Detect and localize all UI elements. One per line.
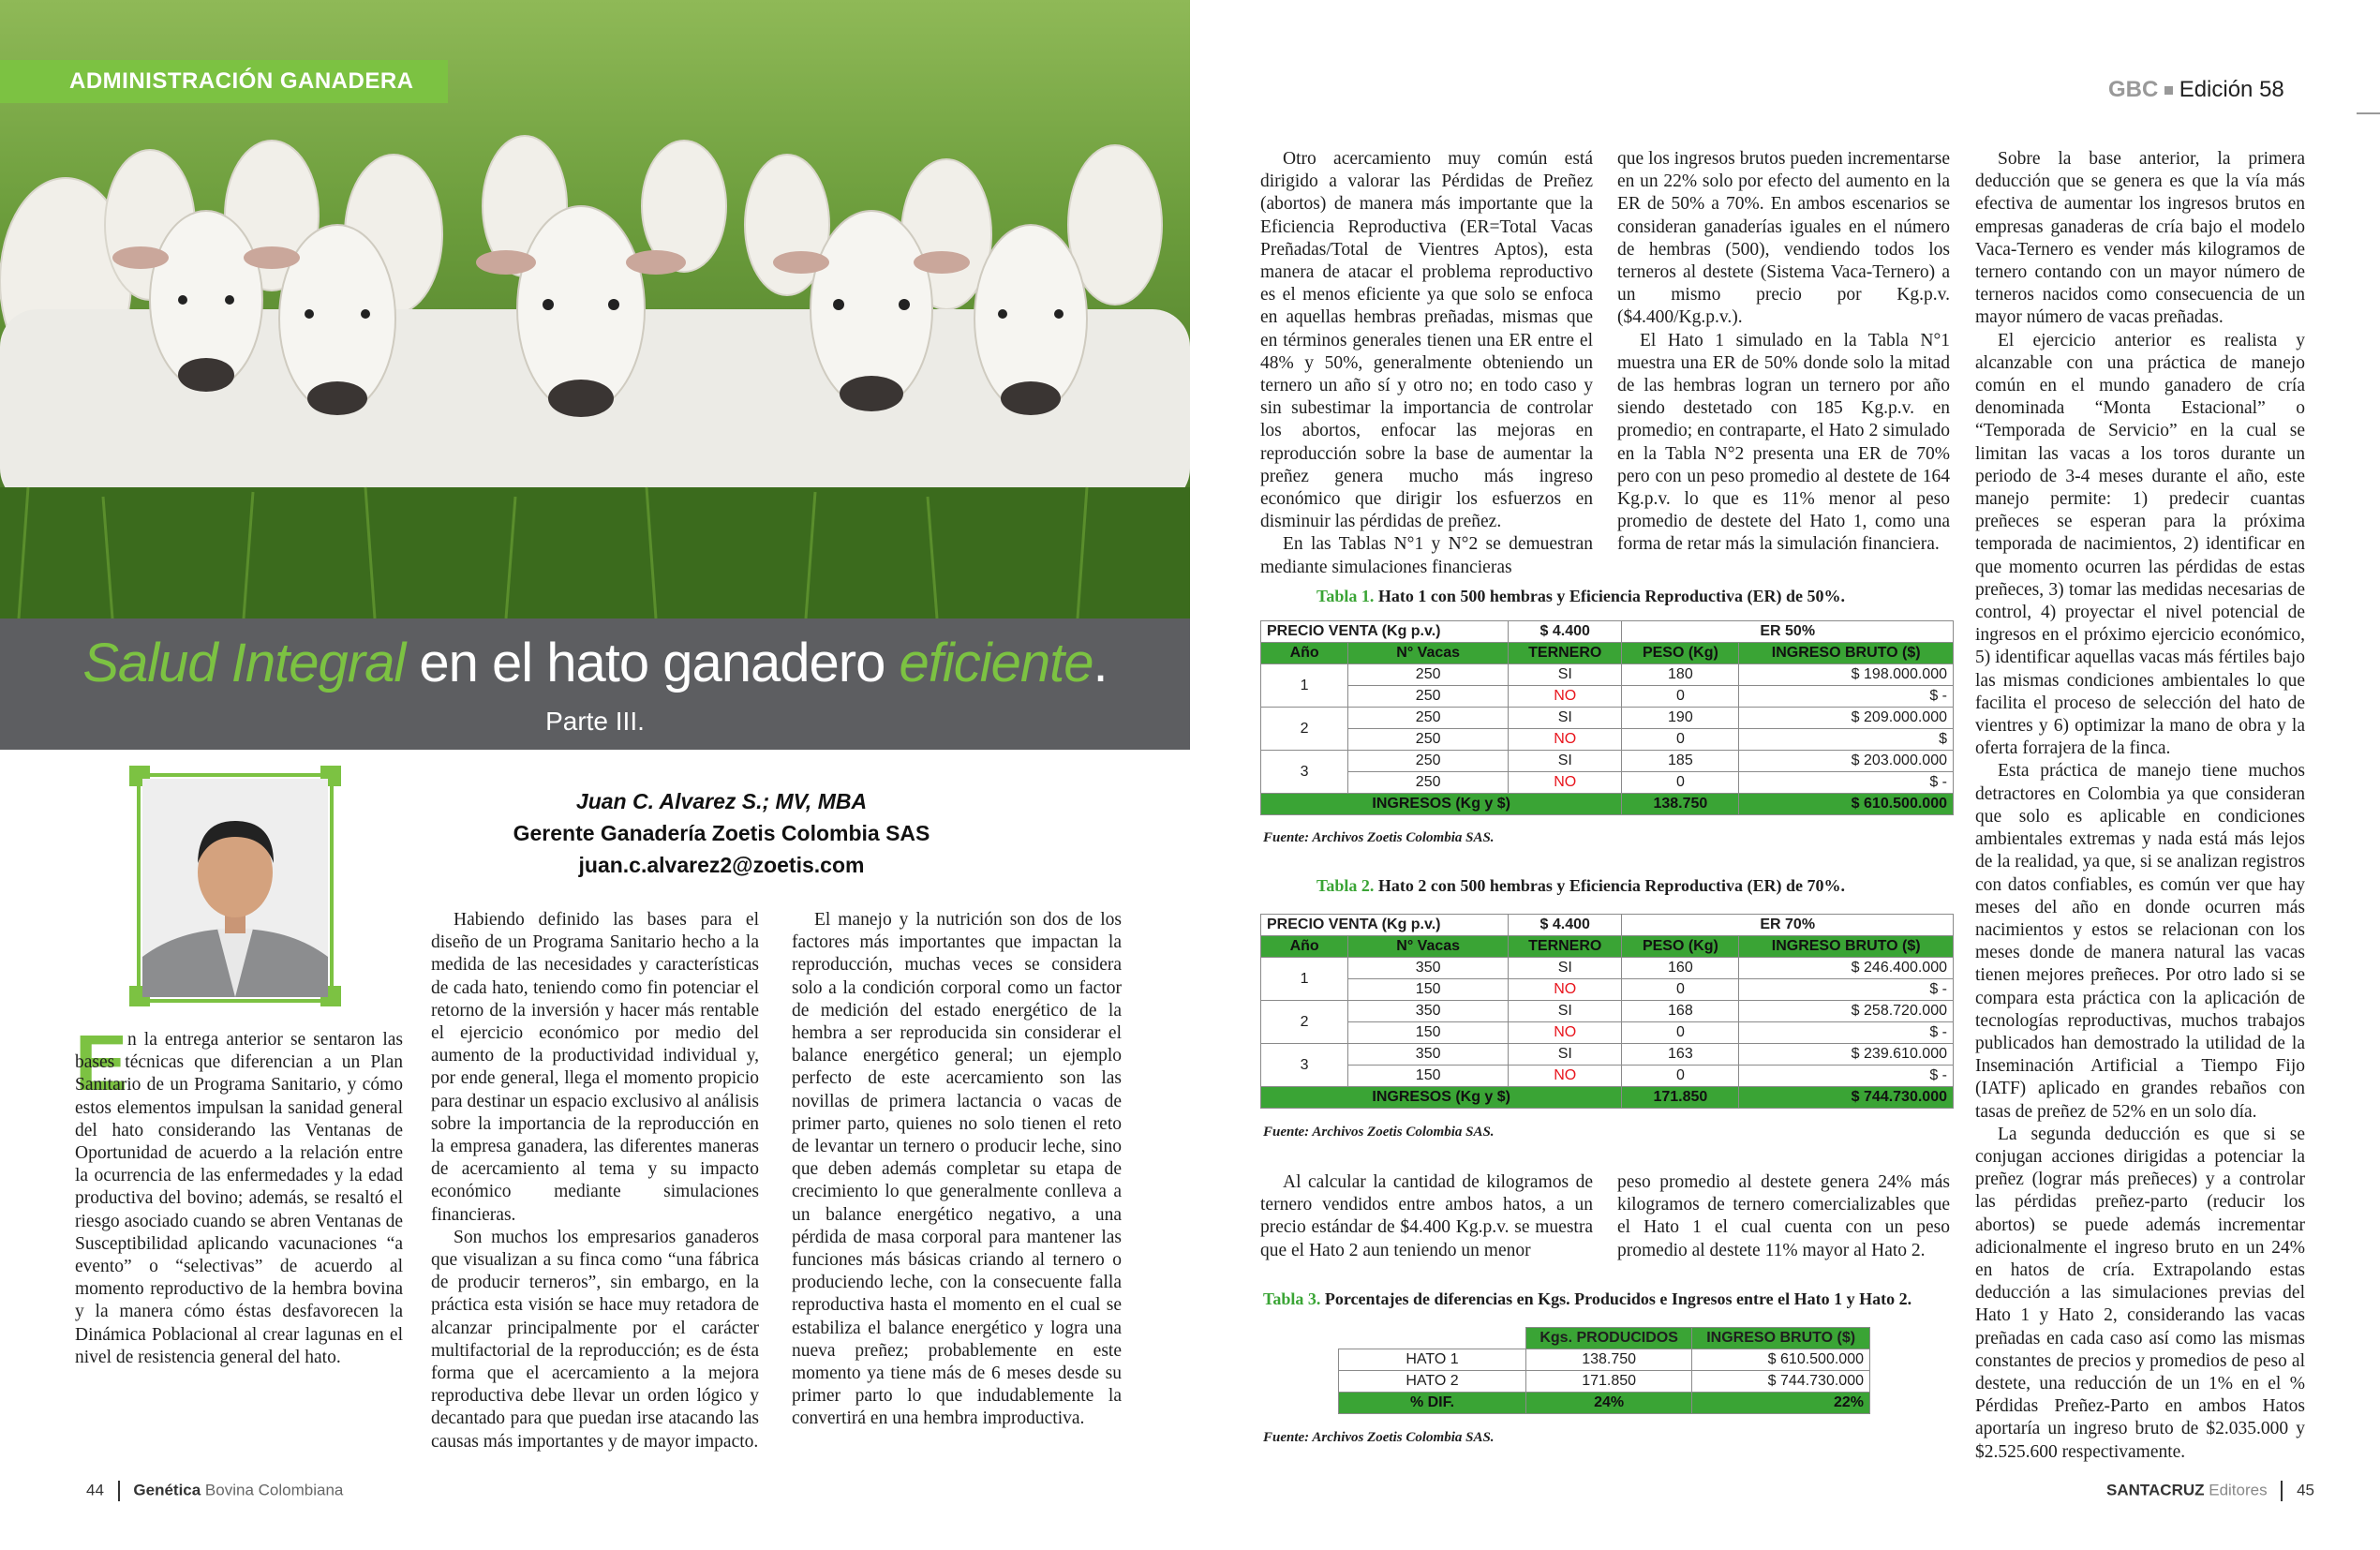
col-header: PESO (Kg) <box>1622 643 1739 664</box>
column-6 <box>1975 148 2305 1464</box>
cell: NO <box>1509 772 1622 794</box>
cell: NO <box>1509 686 1622 708</box>
footer-publisher: SANTACRUZ <box>2106 1481 2205 1499</box>
price-label: PRECIO VENTA (Kg p.v.) <box>1261 915 1509 936</box>
total-label: INGRESOS (Kg y $) <box>1261 1087 1622 1109</box>
paragraph: Habiendo definido las bases para el diseño de un Programa Sanitario hecho a la medida de las necesidades y características de cada hato, teniendo como fin potenciar el retorno de la inversión y hacer más rentable el ejercicio económico por medio del aumento de la productividad individual y, por ende general, llega el momento propicio para destinar un espacio exclusivo al análisis sobre la importancia de la reproducción en la empresa ganadera, las diferentes maneras de acercamiento al tema y su impacto económico mediante simulaciones financieras. <box>431 910 759 1225</box>
section-label: ADMINISTRACIÓN GANADERA <box>0 60 448 103</box>
table-row <box>1339 1349 1870 1371</box>
table3-caption-text: Porcentajes de diferencias en Kgs. Producidos e Ingresos entre el Hato 1 y Hato 2. <box>1320 1289 1912 1308</box>
year-cell: 3 <box>1261 1044 1348 1087</box>
table-3 <box>1338 1327 1870 1414</box>
cell: 250 <box>1348 772 1509 794</box>
paragraph: peso promedio al destete genera 24% más kilogramos de ternero comercializables que el Hato 1 el cual cuenta con un peso promedio al destete 11% mayor al Hato 2. <box>1617 1172 1950 1260</box>
footer-publisher-sub: Editores <box>2204 1481 2268 1499</box>
column-8 <box>1617 1171 1950 1262</box>
col-header: INGRESO BRUTO ($) <box>1739 936 1954 958</box>
table-row <box>1261 772 1954 794</box>
cell: 22% <box>1692 1393 1870 1414</box>
cell: SI <box>1509 958 1622 979</box>
cell: 190 <box>1622 708 1739 729</box>
cell: NO <box>1509 1066 1622 1087</box>
cell: $ 239.610.000 <box>1739 1044 1954 1066</box>
table1-caption <box>1316 587 1845 606</box>
cell: 150 <box>1348 1066 1509 1087</box>
author-portrait <box>142 779 328 997</box>
gbc-logo: GBC <box>2108 77 2159 102</box>
table-row <box>1261 686 1954 708</box>
footer-left <box>86 1481 343 1501</box>
col-header: N° Vacas <box>1348 643 1509 664</box>
page-number-left: 44 <box>86 1481 104 1499</box>
drop-cap: E <box>75 1019 128 1107</box>
year-cell: 1 <box>1261 664 1348 708</box>
cell: NO <box>1509 1022 1622 1044</box>
cell: 0 <box>1622 729 1739 751</box>
cell: $ 198.000.000 <box>1739 664 1954 686</box>
cell: HATO 2 <box>1339 1371 1526 1393</box>
total-label: INGRESOS (Kg y $) <box>1261 794 1622 815</box>
table-2 <box>1260 914 1954 1109</box>
square-icon <box>2164 86 2173 95</box>
cell: 150 <box>1348 1022 1509 1044</box>
paragraph: El manejo y la nutrición son dos de los factores más importantes que impactan la reproducción, muchas veces se considera solo a la condición corporal como un factor de medición del estado energético de la hembra a ser reproducida sin considerar el balance energético general; un ejemplo perfecto de este acercamiento son las novillas de primera lactancia o vacas de primer parto, quienes no solo tienen el reto de levantar un ternero o producir leche, sino que deben además completar su etapa de crecimiento lo que generalmente conlleva a un balance energético negativo, a una pérdida de masa corporal para mantener las funciones más básicas criando al ternero o produciendo leche, con la consecuente falla reproductiva hasta el momento en el cual se estabiliza el balance energético y logra una nueva preñez; probablemente en este momento ya tiene más de 6 meses desde su primer parto lo que indudablemente la convertirá en una hembra improductiva. <box>792 910 1122 1429</box>
cell: $ - <box>1739 686 1954 708</box>
cell: $ 610.500.000 <box>1692 1349 1870 1371</box>
table3-caption-prefix: Tabla 3. <box>1263 1289 1321 1308</box>
price-value: $ 4.400 <box>1509 621 1622 643</box>
cell: 163 <box>1622 1044 1739 1066</box>
table-row <box>1339 1371 1870 1393</box>
cell: 350 <box>1348 1001 1509 1022</box>
edition-header <box>2108 77 2284 103</box>
article-part: Parte III. <box>545 707 645 736</box>
column-7 <box>1260 1171 1593 1262</box>
header-rule <box>2357 112 2380 114</box>
year-cell: 1 <box>1261 958 1348 1001</box>
price-value: $ 4.400 <box>1509 915 1622 936</box>
table-row <box>1261 1044 1954 1066</box>
paragraph: Al calcular la cantidad de kilogramos de ternero vendidos entre ambos hatos, a un precio estándar de $4.400 Kg.p.v. se muestra que el Hato 2 aun teniendo un menor <box>1260 1172 1593 1260</box>
column-5 <box>1617 148 1950 557</box>
cell: SI <box>1509 708 1622 729</box>
col-header: Año <box>1261 936 1348 958</box>
footer-divider <box>118 1481 120 1501</box>
edition-number: Edición 58 <box>2179 77 2284 102</box>
total-row <box>1261 1087 1954 1109</box>
col-header: Kgs. PRODUCIDOS <box>1526 1328 1692 1349</box>
col-header: PESO (Kg) <box>1622 936 1739 958</box>
cell: 250 <box>1348 664 1509 686</box>
cell: 171.850 <box>1526 1371 1692 1393</box>
paragraph: Son muchos los empresarios ganaderos que visualizan a su finca como “una fábrica de producir terneros”, sin embargo, en la práctica esta visión se hace muy retadora de alcanzar principalmente por el carácter multifactorial de la reproducción; es de ésta forma que el acercamiento a la mejora reproductiva debe llevar un orden lógico y decantado para que puedan irse atacando las causas más importantes y de mayor impacto. <box>431 1227 759 1452</box>
paragraph: Sobre la base anterior, la primera deducción que se genera es que la vía más efectiva de aumentar los ingresos brutos en empresas ganaderas de cría bajo el modelo Vaca-Ternero es vender más kilogramos de ternero contando con un mayor número de terneros nacidos como consecuencia de un mayor número de vacas preñadas. <box>1975 149 2305 328</box>
title-word-1: Salud Integral <box>82 633 406 693</box>
col-header: TERNERO <box>1509 643 1622 664</box>
cell: SI <box>1509 751 1622 772</box>
table2-source: Fuente: Archivos Zoetis Colombia SAS. <box>1263 1125 1495 1140</box>
table2-caption-prefix: Tabla 2. <box>1316 876 1375 895</box>
cell: $ - <box>1739 979 1954 1001</box>
cell: 0 <box>1622 979 1739 1001</box>
table-row <box>1261 979 1954 1001</box>
table1-caption-text: Hato 1 con 500 hembras y Eficiencia Reproductiva (ER) de 50%. <box>1374 587 1846 605</box>
col-header: INGRESO BRUTO ($) <box>1692 1328 1870 1349</box>
cell: $ 744.730.000 <box>1692 1371 1870 1393</box>
cell: SI <box>1509 664 1622 686</box>
total-money: $ 610.500.000 <box>1739 794 1954 815</box>
cell: 0 <box>1622 1022 1739 1044</box>
table-row <box>1261 958 1954 979</box>
title-word-3: eficiente <box>899 633 1093 693</box>
cell: SI <box>1509 1044 1622 1066</box>
table1-caption-prefix: Tabla 1. <box>1316 587 1375 605</box>
er-label: ER 50% <box>1622 621 1954 643</box>
table3-source: Fuente: Archivos Zoetis Colombia SAS. <box>1263 1430 1495 1445</box>
cell: $ - <box>1739 1022 1954 1044</box>
cell: 0 <box>1622 1066 1739 1087</box>
col-header: Año <box>1261 643 1348 664</box>
year-cell: 3 <box>1261 751 1348 794</box>
author-email[interactable]: juan.c.alvarez2@zoetis.com <box>578 853 865 877</box>
article-title <box>0 632 1190 694</box>
year-cell: 2 <box>1261 1001 1348 1044</box>
title-word-4: . <box>1093 633 1108 693</box>
cell: $ 209.000.000 <box>1739 708 1954 729</box>
cell: $ 203.000.000 <box>1739 751 1954 772</box>
paragraph: Esta práctica de manejo tiene muchos detractores en Colombia ya que consideran que solo es aplicable en condiciones ambientales extremas y nada está más lejos de la realidad, ya que, si se analizan registros con datos confiables, es común ver que hay meses del año en donde ocurren más nacimientos y estos se relacionan con los meses donde de manera natural las vacas tienen mejores preñeces. Por otro lado si se compara esta práctica con la aplicación de tecnologías reproductivas, muchos trabajos publicados han demostrado la utilidad de la Inseminación Artificial a Tiempo Fijo (IATF) aplicado en grandes rebaños con tasas de preñez de 52% en un solo día. <box>1975 761 2305 1122</box>
author-role: Gerente Ganadería Zoetis Colombia SAS <box>513 821 930 845</box>
total-kg: 171.850 <box>1622 1087 1739 1109</box>
cell: 250 <box>1348 708 1509 729</box>
price-label: PRECIO VENTA (Kg p.v.) <box>1261 621 1509 643</box>
column-3 <box>792 909 1122 1431</box>
table-row <box>1261 751 1954 772</box>
author-name: Juan C. Alvarez S.; MV, MBA <box>575 789 868 813</box>
paragraph: El Hato 1 simulado en la Tabla N°1 muestra una ER de 50% donde solo la mitad de las hembras logran un ternero por año siendo destetado con 185 Kg.p.v. en promedio; en contraparte, el Hato 2 simulado en la Tabla N°2 presenta una ER de 70% pero con un peso promedio al destete de 164 Kg.p.v. lo que es 11% menor al peso promedio de destete del Hato 1, como una forma de retar más la simulación financiera. <box>1617 330 1950 555</box>
paragraph: Otro acercamiento muy común está dirigido a valorar las Pérdidas de Preñez (abortos) de manera más importante que la Eficiencia Reproductiva (ER=Total Vacas Preñadas/Total de Vientres Aptos), esta manera de atacar el problema reproductivo es el menos eficiente ya que solo se enfoca en aquellas hembras preñadas, mismas que en términos generales tienen una ER entre el 48% y 50%, generalmente obteniendo un ternero un año sí y otro no; en todo caso y sin subestimar la importancia de controlar los abortos, enfocar las mejoras en reproducción sobre la base de aumentar la preñez genera mucho más ingreso económico que dirigir los esfuerzos en disminuir las pérdidas de preñez. <box>1260 149 1593 532</box>
dif-row <box>1339 1393 1870 1414</box>
cell: 150 <box>1348 979 1509 1001</box>
cell: 250 <box>1348 686 1509 708</box>
paragraph: En las Tablas N°1 y N°2 se demuestran mediante simulaciones financieras <box>1260 534 1593 577</box>
total-row <box>1261 794 1954 815</box>
cell: $ - <box>1739 1066 1954 1087</box>
table2-caption-text: Hato 2 con 500 hembras y Eficiencia Reproductiva (ER) de 70%. <box>1374 876 1846 895</box>
paragraph: El ejercicio anterior es realista y alcanzable con una práctica de manejo común en el mundo ganadero de cría denominada “Monta Estacional” o “Temporada de Servicio” en la cual se limitan las vacas a los toros durante un periodo de 3-4 meses durante el año, este manejo permite: 1) predecir cuantas preñeces se esperan para la próxima temporada de nacimientos, 2) identificar en que momento ocurren las pérdidas de estas preñeces, 3) tomar las medidas necesarias de control, 4) proyectar el nivel potencial de ingresos en el próximo ejercicio económico, 5) identificar aquellas vacas más fértiles bajo las mismas condiciones ambientales lo que facilita el proceso de selección del hato de vientres y 6) optimizar la mano de obra y la oferta forrajera de la finca. <box>1975 330 2305 759</box>
column-4 <box>1260 148 1593 579</box>
cell: NO <box>1509 729 1622 751</box>
column-1 <box>75 1019 403 1369</box>
table-row <box>1261 664 1954 686</box>
author-photo <box>142 779 328 997</box>
cell: 350 <box>1348 958 1509 979</box>
er-label: ER 70% <box>1622 915 1954 936</box>
cell: $ 246.400.000 <box>1739 958 1954 979</box>
cell: SI <box>1509 1001 1622 1022</box>
table-row <box>1261 1066 1954 1087</box>
cell: 350 <box>1348 1044 1509 1066</box>
footer-brand: Genética <box>133 1481 201 1499</box>
table-row <box>1261 1001 1954 1022</box>
page-number-right: 45 <box>2297 1481 2314 1499</box>
footer-brand-sub: Bovina Colombiana <box>201 1481 344 1499</box>
cell: 180 <box>1622 664 1739 686</box>
cell: $ <box>1739 729 1954 751</box>
cell: 0 <box>1622 772 1739 794</box>
column-2 <box>431 909 759 1453</box>
table-row <box>1261 708 1954 729</box>
table3-caption <box>1263 1289 1911 1309</box>
cell: % DIF. <box>1339 1393 1526 1414</box>
footer-right <box>2106 1481 2314 1501</box>
total-money: $ 744.730.000 <box>1739 1087 1954 1109</box>
empty-cell <box>1339 1328 1526 1349</box>
title-word-2: en el hato ganadero <box>405 633 900 693</box>
table2-caption <box>1316 876 1845 896</box>
total-kg: 138.750 <box>1622 794 1739 815</box>
cell: 24% <box>1526 1393 1692 1414</box>
col-header: INGRESO BRUTO ($) <box>1739 643 1954 664</box>
table-row <box>1261 729 1954 751</box>
cell: $ 258.720.000 <box>1739 1001 1954 1022</box>
col-header: N° Vacas <box>1348 936 1509 958</box>
cell: 168 <box>1622 1001 1739 1022</box>
paragraph: La segunda deducción es que si se conjugan acciones dirigidas a potenciar la preñez (lograr más preñeces) y a controlar las pérdidas preñez-parto (reducir los abortos) se puede además incrementar adicionalmente el ingreso bruto en un 24% en hatos de cría. Extrapolando estas deducción a las simulaciones previas del Hato 1 y Hato 2, considerando las vacas preñadas en cada caso así como las mismas constantes de precios y promedios de peso al destete, una reducción de un 1% en el % Pérdidas Preñez-Parto en ambos Hatos aportaría un ingreso bruto de $2.035.000 y $2.525.600 respectivamente. <box>1975 1124 2305 1462</box>
table1-source: Fuente: Archivos Zoetis Colombia SAS. <box>1263 830 1495 845</box>
cell: 250 <box>1348 751 1509 772</box>
cell: NO <box>1509 979 1622 1001</box>
cell: 185 <box>1622 751 1739 772</box>
cell: $ - <box>1739 772 1954 794</box>
table-1 <box>1260 620 1954 815</box>
cell: 250 <box>1348 729 1509 751</box>
cell: 138.750 <box>1526 1349 1692 1371</box>
table-row <box>1261 1022 1954 1044</box>
byline <box>487 785 956 881</box>
cell: HATO 1 <box>1339 1349 1526 1371</box>
footer-divider <box>2281 1481 2283 1501</box>
paragraph: que los ingresos brutos pueden incrementarse en un 22% solo por efecto del aumento en la ER de 50% a 70%. En ambos escenarios se consideran ganaderías iguales en el número de hembras (500), vendiendo todos los terneros al destete (Sistema Vaca-Ternero) a un mismo precio por Kg.p.v. ($4.400/Kg.p.v.). <box>1617 149 1950 328</box>
intro-paragraph: n la entrega anterior se sentaron las bases técnicas que diferencian a un Plan Sanitario de un Programa Sanitario, y cómo estos elementos impulsan la sanidad general del hato considerando las Ventanas de Oportunidad de acuerdo a la relación entre la ocurrencia de las enfermedades y la edad productiva del bovino; además, se resaltó el riesgo asociado cuando se abren Ventanas de Susceptibilidad aplicando vacunaciones “a evento” o “selectivas” de acuerdo al momento reproductivo de la hembra bovina y la manera cómo éstas desfavorecen la Dinámica Poblacional al crear lagunas en el nivel de resistencia general del hato. <box>75 1030 403 1367</box>
cell: 160 <box>1622 958 1739 979</box>
cell: 0 <box>1622 686 1739 708</box>
col-header: TERNERO <box>1509 936 1622 958</box>
year-cell: 2 <box>1261 708 1348 751</box>
